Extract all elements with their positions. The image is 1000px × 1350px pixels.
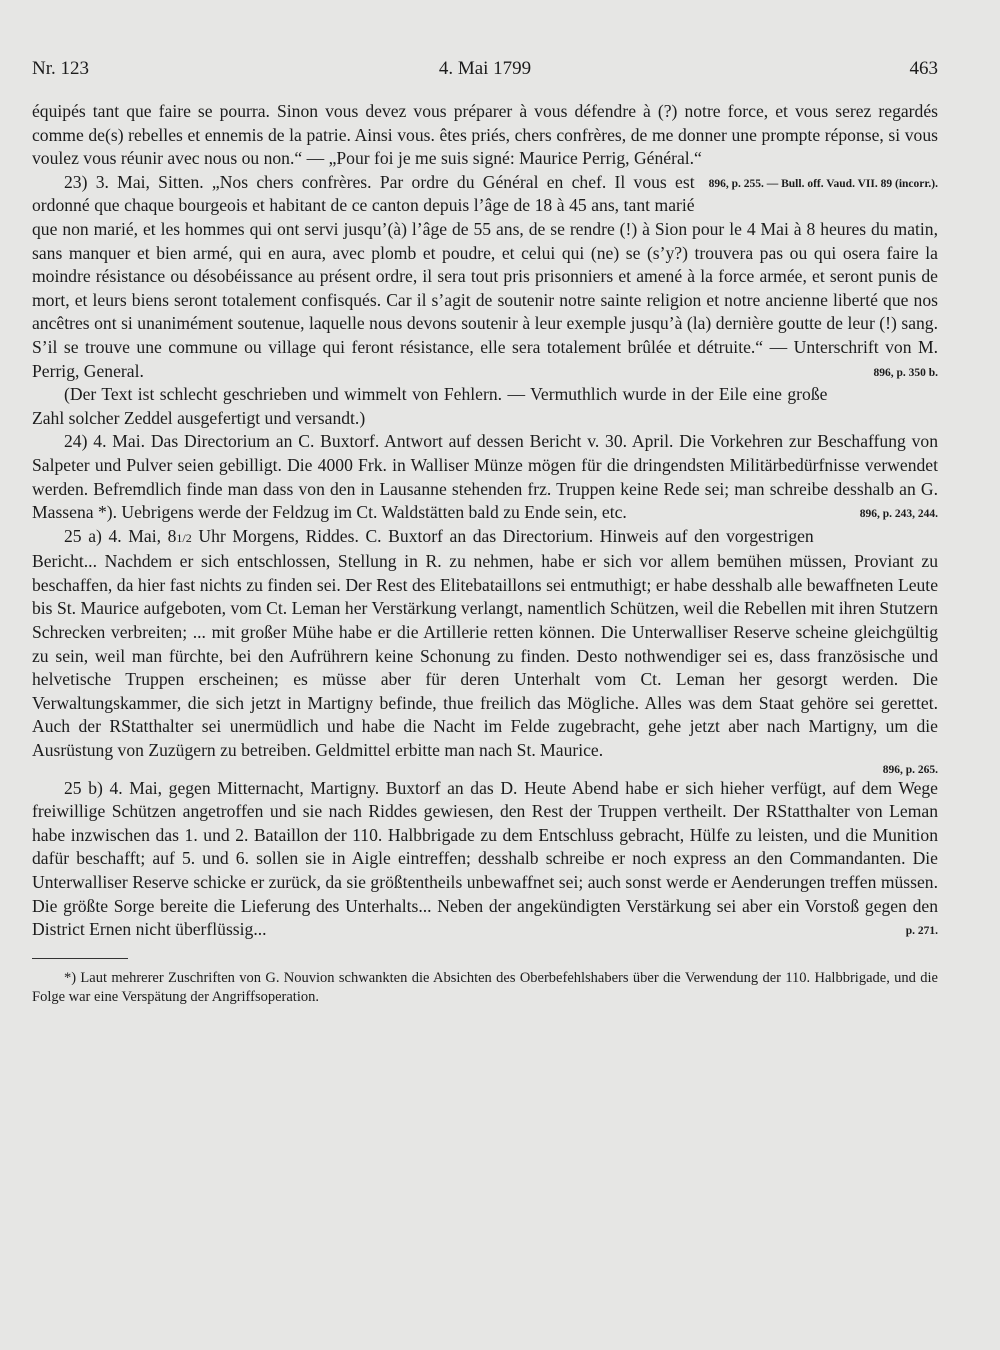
entry-25a-text: Uhr Morgens, Riddes. C. Buxtorf an das Directorium. Hinweis auf den vorgestrigen Bericht... Nachdem er sich entschlossen, Stellung in R. zu nehmen, habe er sich vor allem bemühen müssen, Proviant zu beschaffen, da hier fast nichts zu finden sei. Der Rest des Elitebataillons sei entmuthigt; er habe desshalb alle bewaffneten Leute bis St. Maurice aufgeboten, vom Ct. Leman her Verstärkung verlangt, namentlich Schützen, weil die Rebellen mit ihren Stutzern Schrecken verbreiten; ... mit großer Mühe habe er die Artillerie retten können. Die Unterwalliser Reserve scheine gleichgültig zu sein, weil man fürchte, bei den Aufrührern keine Schonung zu finden. Desto nothwendiger sei es, dass französische und helvetische Truppen erscheinen; es müsse aber für deren Unterhalt vom Ct. Leman her gesorgt werden. Die Verwaltungskammer, die sich jetzt in Martigny befinde, thue freilich das Mögliche. Alles was dem Staat gehöre sei gerettet. Auch der RStatthalter sei unermüdlich und habe die Nacht im Felde zugebracht, gehe jetzt aber nach Martigny, um die Ausrüstung von Zuzügern zu betreiben. Geldmittel erbitte man nach St. Maurice.	[32, 525, 938, 761]
entry-23	[32, 171, 938, 383]
entry-24	[32, 430, 938, 524]
intro-paragraph	[32, 100, 938, 190]
entry-25b-reference: p. 271.	[905, 925, 938, 938]
page-number: 463	[909, 58, 938, 79]
entry-25a-prefix: 25 a) 4. Mai, 8	[64, 525, 177, 546]
intro-text: équipés tant que faire se pourra. Sinon vous devez vous préparer à vous défendre à (?) notre force, et vous serez regardés comme de(s) rebelles et ennemis de la patrie. Ainsi vous. êtes priés, chers confrères, de me donner une prompte réponse, si vous voulez vous réunir avec nous ou non.“ — „Pour foi je me suis signé: Maurice Perrig, Général.“	[32, 101, 938, 169]
header-date: 4. Mai 1799	[438, 58, 532, 79]
footnote: *) Laut mehrerer Zuschriften von G. Nouvion schwankten die Absichten des Oberbefehlshabers über die Verwendung der 110. Halbbrigade, und die Folge war eine Verspätung der Angriffsoperation.	[32, 969, 938, 1005]
footnote-divider	[32, 958, 128, 959]
entry-25a-reference: 896, p. 265.	[882, 763, 938, 776]
page-header	[32, 58, 938, 88]
entry-23-reference: 896, p. 350 b.	[873, 366, 938, 379]
entry-25b-text: 25 b) 4. Mai, gegen Mitternacht, Martigny. Buxtorf an das D. Heute Abend habe er sich hieher verfügt, auf dem Wege freiwillige Schützen angetroffen und sie nach Riddes gewiesen, den Rest der Truppen vertheilt. Der RStatthalter von Leman habe inzwischen das 1. und 2. Bataillon der 110. Halbbrigade zu dem Entschluss gebracht, Hülfe zu leisten, und die Munition dafür beschafft; auf 5. und 6. sollen sie in Aigle eintreffen; desshalb schreibe er noch express an den Commandanten. Die Unterwalliser Reserve schicke er zurück, da sie größtentheils unbewaffnet sei; auch sonst werde er Aenderungen treffen müssen. Die größte Sorge bereite die Lieferung des Unterhalts... Neben der angekündigten Verstärkung sei aber ein Vorstoß gegen den District Ernen nicht überflüssig...	[32, 777, 938, 940]
entry-24-text: 24) 4. Mai. Das Directorium an C. Buxtorf. Antwort auf dessen Bericht v. 30. April. Die Vorkehren zur Beschaffung von Salpeter und Pulver seien gebilligt. Die 4000 Frk. in Walliser Münze mögen für die dringendsten Militärbedürfnisse verwendet werden. Befremdlich finde man dass von den in Lausanne stehenden frz. Truppen keine Rede sei; man schreibe desshalb an G. Massena *). Uebrigens werde der Feldzug im Ct. Waldstätten bald zu Ende sein, etc.	[32, 431, 938, 523]
entry-25b	[32, 777, 938, 942]
entry-23-note: (Der Text ist schlecht geschrieben und wimmelt von Fehlern. — Vermuthlich wurde in der Eile eine große Zahl solcher Zeddel ausgefertigt und versandt.)	[32, 384, 828, 428]
entry-23-text: 23) 3. Mai, Sitten. „Nos chers confrères. Par ordre du Général en chef. Il vous est ordonné que chaque bourgeois et habitant de ce canton depuis l’âge de 18 à 45 ans, tant marié que non marié, et les hommes qui ont servi jusqu’(à) l’âge de 55 ans, de se rendre (!) à Sion pour le 4 Mai à 8 heures du matin, sans manquer et bien armé, qui en aura, avec plomb et poudre, et celui qui (ne) se (s’y?) trouvera pas ou qui osera faire la moindre résistance ou désobéissance au présent ordre, il sera tout pris prisonniers et amené à la force armée, et seront punis de mort, et leurs biens seront totalement confisqués. Car il s’agit de soutenir notre sainte religion et notre ancienne liberté que nos ancêtres ont si unanimément soutenue, laquelle nous devons soutenir à leur exemple jusqu’à (la) dernière goutte de leur (!) sang. S’il se trouve une commune ou village qui feront résistance, elle sera totalement brûlée et détruite.“ — Unterschrift von M. Perrig, General.	[32, 171, 938, 381]
entry-25a-fraction: 1/2	[176, 530, 192, 545]
entry-25a	[32, 525, 938, 763]
body-text	[32, 100, 938, 1007]
document-number: Nr. 123	[32, 58, 89, 79]
intro-reference: 896, p. 255. — Bull. off. Vaud. VII. 89 (incorr.).	[708, 177, 938, 190]
entry-24-reference: 896, p. 243, 244.	[859, 508, 938, 521]
